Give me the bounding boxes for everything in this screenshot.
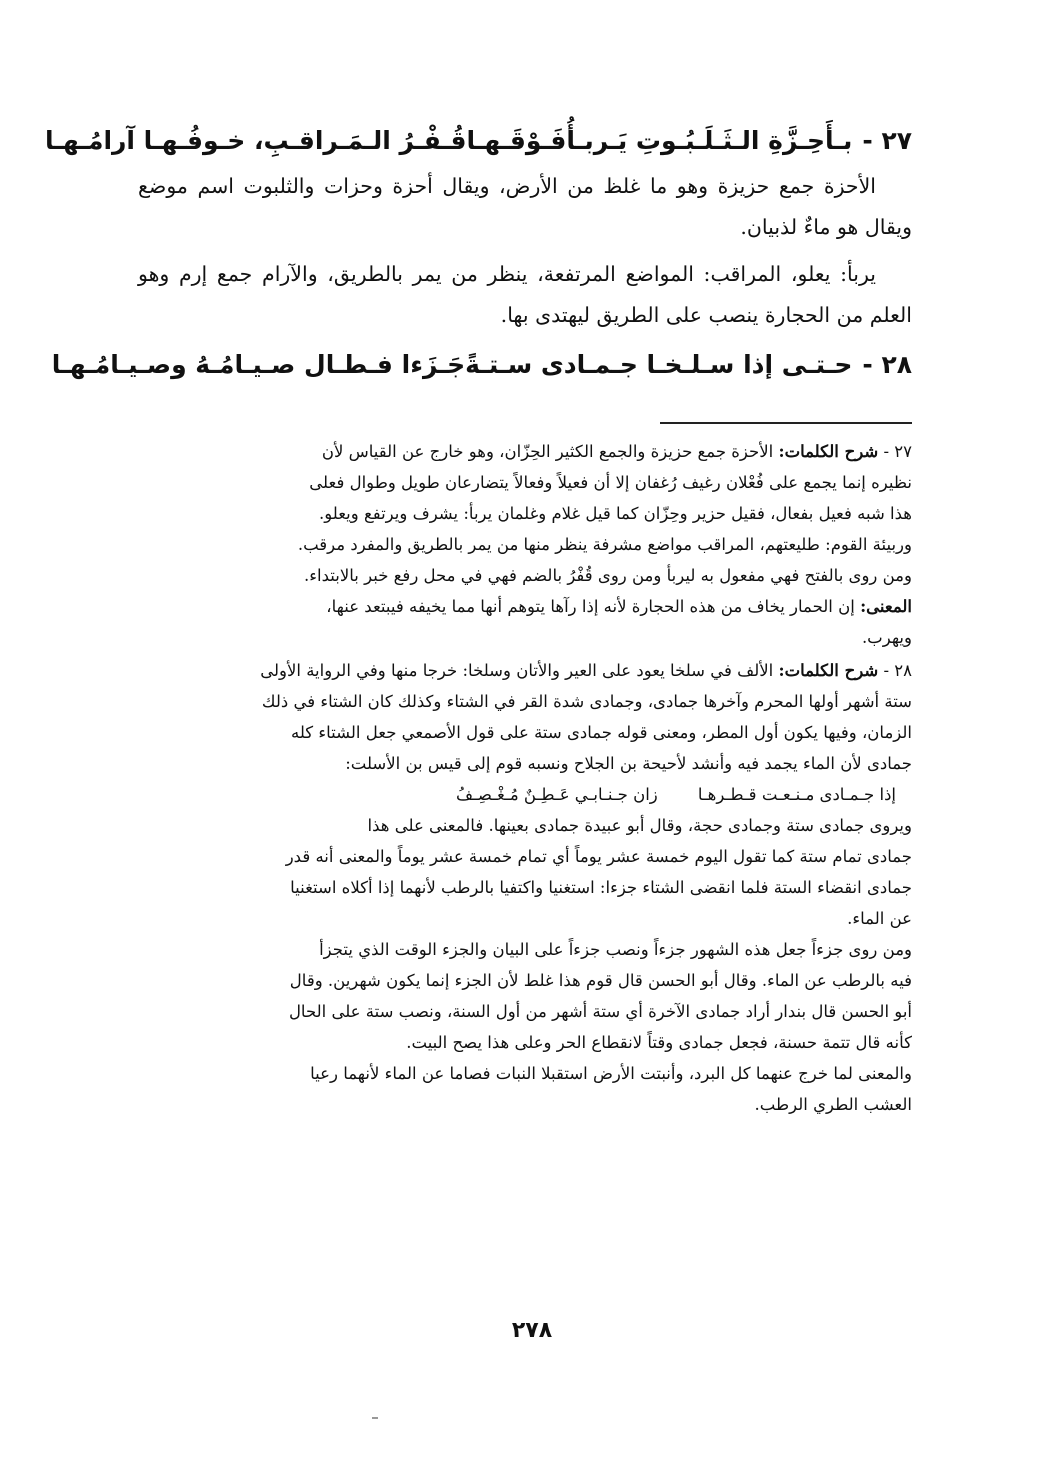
footnote-27-line: ويهرب. [861, 628, 912, 647]
verse-27-gloss-1: الأحزة جمع حزيزة وهو ما غلظ من الأرض، ويقال أحزة وحزات والثلبوت اسم موضع ويقال هو ماءٌ لذبيان. [138, 174, 912, 239]
quoted-verse-hemistich-2: زان جـنـابـي عَـطِـنٌ مُـغْـصِـفُ [456, 785, 658, 804]
footnote-28-line: فيه بالرطب عن الماء. وقال أبو الحسن قال قوم هذا غلط لأن الجزء إنما يكون شهرين. وقال [289, 971, 912, 990]
verse-28-hemistich-1: حـتـى إذا سـلـخـا جـمـادى سـتـةً [465, 350, 853, 379]
footnote-28-line: عن الماء. [847, 909, 912, 928]
footnote-28-line: الزمان، وفيها يكون أول المطر، ومعنى قوله جمادى ستة على قول الأصمعي جعل الشتاء كله [290, 723, 912, 742]
footnote-27-line: نظيره إنما يجمع على فُعْلان رغيف رُغفان إلا أن فعيلاً وفعالاً يتضارعان طويل وطوال فعلى [309, 473, 912, 492]
footnote-28-line: كأنه قال تتمة حسنة، فجعل جمادى وقتاً لانقطاع الحر وعلى هذا يصح البيت. [406, 1033, 912, 1052]
footnote-27-line: إن الحمار يخاف من هذه الحجارة لأنه إذا رآها يتوهم أنها مما يخيفه فيبتعد عنها، [326, 597, 855, 616]
verse-27-hemistich-2: قُـفْـرُ الـمَـراقـبِ، خـوفُـهـا آرامُـهـا [44, 126, 467, 155]
footnote-separator [660, 422, 912, 424]
verse-28-number: ٢٨ - [862, 350, 912, 379]
footnote-27-line: هذا شبه فعيل بفعال، فقيل حزير وحِزّان كما قيل غلام وغلمان يربأ: يشرف ويرتفع ويعلو. [318, 504, 912, 523]
footnote-28 [138, 655, 912, 1120]
footnote-28-line: الألف في سلخا يعود على العير والأتان وسلخا: خرجا منها وفي الرواية الأولى [260, 661, 774, 680]
footnote-28-line: أبو الحسن قال بندار أراد جمادى الآخرة أي ستة أشهر من أول السنة، ونصب ستة على الحال [288, 1002, 912, 1021]
verse-27-gloss-2: يربأ: يعلو، المراقب: المواضع المرتفعة، ينظر من يمر بالطريق، والآرام جمع إرم وهو العلم من الحجارة ينصب على الطريق ليهتدى بها. [138, 262, 912, 327]
footnote-28-line: ستة أشهر أولها المحرم وآخرها جمادى، وجمادى شدة القر في الشتاء وكذلك كان الشتاء في ذلك [261, 692, 912, 711]
scan-speck [372, 1417, 378, 1419]
page-number: ٢٧٨ [511, 1318, 553, 1343]
footnote-27-number: ٢٧ - [883, 442, 912, 461]
footnote-27-line: الأحزة جمع حزيزة والجمع الكثير الحِزّان، وهو خارج عن القياس لأن [321, 442, 774, 461]
footnote-28-line: العشب الطري الرطب. [754, 1095, 912, 1114]
footnote-28-number: ٢٨ - [883, 661, 912, 680]
verse-27-hemistich-1: بـأَحِـزَّةِ الـثَـلَـبُـوتِ يَـربـأُفَـوْقَـهـا [466, 126, 853, 155]
footnote-28-line: جمادى انقضاء الستة فلما انقضى الشتاء جزءا: استغنيا واكتفيا بالرطب لأنهما إذا أكلاه استغنيا [290, 878, 912, 897]
footnote-27-meaning-label: المعنى: [860, 597, 912, 616]
verse-27 [44, 118, 912, 164]
footnote-28-line: والمعنى لما خرج عنهما كل البرد، وأنبتت الأرض استقبلا النبات فصاما عن الماء لأنهما رعيا [310, 1064, 912, 1083]
verse-28-hemistich-2: جَـزَءا فـطـال صـيـامُـهُ وصـيـامُـهـا [51, 350, 466, 379]
verse-27-number: ٢٧ - [862, 126, 912, 155]
footnote-28-line: ويروى جمادى ستة وجمادى حجة، وقال أبو عبيدة جمادى بعينها. فالمعنى على هذا [367, 816, 912, 835]
quoted-verse-hemistich-1: إذا جـمـادى مـنـعـت قـطـرهـا [697, 785, 896, 804]
footnote-28-quoted-verse [456, 779, 912, 810]
footnote-28-line: جمادى تمام ستة كما تقول اليوم خمسة عشر يوماً أي تمام خمسة عشر يوماً والمعنى أنه قدر [285, 847, 912, 866]
verse-28 [51, 342, 912, 388]
page-content [44, 118, 912, 1122]
footnote-28-line: جمادى لأن الماء يجمد فيه وأنشد لأحيحة بن الجلاح ونسبه قوم إلى قيس بن الأسلت: [345, 754, 912, 773]
footnote-27-label: شرح الكلمات: [778, 442, 879, 461]
footnote-27 [138, 436, 912, 653]
footnote-28-line: ومن روى جزءاً جعل هذه الشهور جزءاً ونصب جزءاً على البيان والجزء الوقت الذي يتجزأ [319, 940, 912, 959]
footnote-28-label: شرح الكلمات: [778, 661, 879, 680]
footnote-27-line: ومن روى بالفتح فهي مفعول به ليربأ ومن روى قُفْرُ بالضم فهي في محل رفع خبر بالابتداء. [304, 566, 912, 585]
footnote-27-line: وربيئة القوم: طليعتهم، المراقب مواضع مشرفة ينظر منها من يمر بالطريق والمفرد مرقب. [297, 535, 912, 554]
